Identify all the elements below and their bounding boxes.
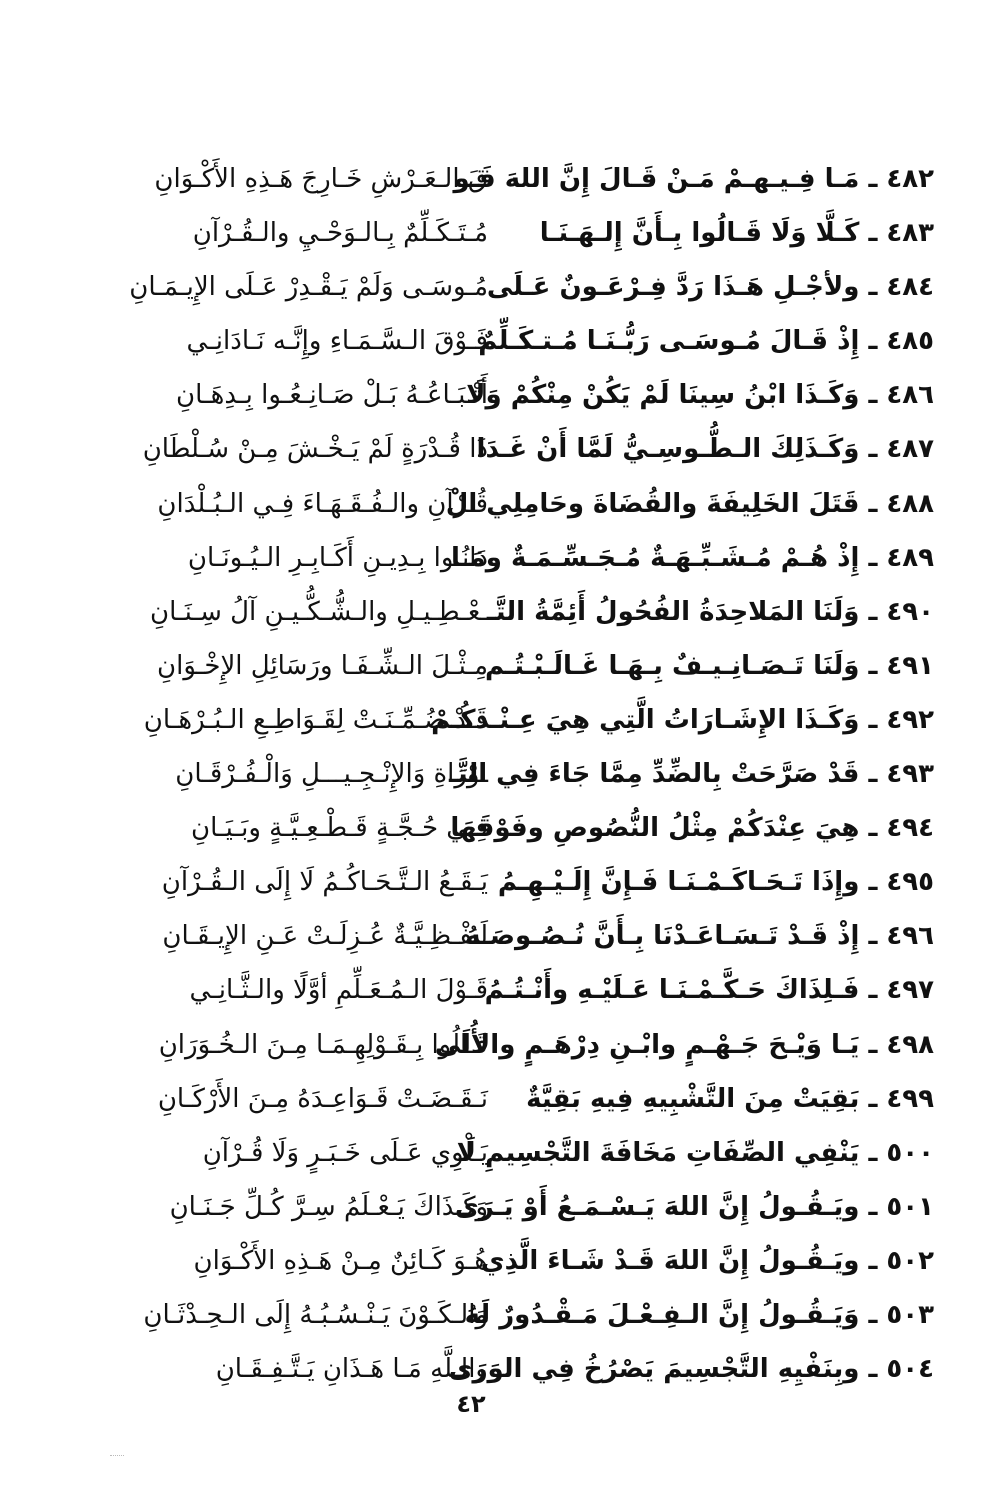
verse-number-separator: ـ: [859, 1191, 887, 1222]
verse-row: [68, 422, 934, 476]
verse-first-hemistich-text: مَـا فِـيـهـمْ مَـنْ قَـالَ إِنَّ اللهَ فَـو: [453, 164, 860, 194]
verse-first-hemistich: [486, 585, 934, 639]
verse-second-hemistich: هُـوَ كَـائِنٌ مِـنْ هَـذِهِ الأَكْـوَانِ: [193, 1245, 488, 1276]
verse-number: ٥٠٣: [886, 1299, 934, 1330]
verse-second-hemistich: قَ الـعَـرْشِ خَـارِجَ هَـذِهِ الأَكْـوَانِ: [154, 164, 488, 194]
verse-first-hemistich: [464, 1288, 934, 1342]
verse-first-hemistich: [486, 260, 934, 314]
verse-first-hemistich-text: إِذْ هُـمْ مُـشَـبِّـهَـةٌ مُـجَـسِّـمَـةٌ ومَـا: [451, 542, 860, 573]
verse-second-hemistich: مُـوسَـى وَلَمْ يَـقْـدِرْ عَـلَى الإِيـمَـانِ: [129, 272, 488, 303]
verse-second-hemistich: يَـقَـعُ الـتَّـحَـاكُـمُ لَا إِلَى الـقُـرْآنِ: [161, 867, 488, 898]
verse-first-hemistich: [502, 1072, 934, 1126]
verse-first-hemistich-text: بَقِيَتْ مِنَ التَّشْبِيهِ فِيهِ بَقِيَّةٌ: [526, 1083, 860, 1114]
verse-first-hemistich: [450, 801, 934, 855]
verse-number: ٥٠٢: [886, 1245, 934, 1276]
verse-first-hemistich-text: يَنْفِي الصِّفَاتِ مَخَافَةَ التَّجْسِيمِ لَا: [456, 1137, 860, 1168]
verse-second-hemistich: مُـتَـكَـلِّمٌ بِـالـوَحْـيِ والـقُـرْآنِ: [192, 218, 488, 249]
verse-row: [68, 801, 934, 855]
verse-number: ٤٩٥: [886, 867, 934, 898]
verse-number: ٤٨٧: [886, 434, 934, 465]
verse-first-hemistich: [434, 1018, 934, 1072]
verse-first-hemistich-text: إِذْ قَـالَ مُـوسَـى رَبُّـنَـا مُـتـكَـلِّمٌ: [478, 326, 860, 357]
verse-row: [68, 477, 934, 531]
verse-first-hemistich-text: وَكَـذَا الإِشَـارَاتُ الَّتِي هِيَ عِـنْـدكُـمْ: [431, 704, 860, 735]
verse-second-hemistich: قُـرْآنِ والـفُـقَـهَـاءَ فِـي الـبُـلْدَانِ: [157, 488, 488, 519]
verse-number: ٤٨٤: [886, 272, 934, 303]
verse-row: [68, 855, 934, 909]
verse-number-separator: ـ: [859, 1083, 887, 1114]
verse-row: [68, 368, 934, 422]
verse-number: ٤٩٠: [886, 596, 934, 627]
verse-second-hemistich: أَتْـبَـاعُـهُ بَـلْ صَـانِـعُـوا بِـدِهَـانِ: [176, 380, 488, 411]
verse-first-hemistich: [502, 206, 934, 260]
verse-second-hemistich: قَـالُوا بِـقَـوْلِهِـمَـا مِـنَ الـخُـوَرَانِ: [158, 1029, 488, 1060]
verse-first-hemistich-text: كَـلَّا وَلَا قَـالُوا بِـأَنَّ إِلـهَـنَـا: [539, 218, 860, 249]
verse-number-separator: ـ: [859, 813, 887, 844]
verse-first-hemistich-text: قَتَلَ الخَلِيفَةَ والقُضَاةَ وحَامِلِي الْ: [445, 488, 860, 519]
verse-first-hemistich-text: وَيَـقُـولُ إِنَّ الـفِـعْـلَ مَـقْـدُورٌ لَهُ: [464, 1299, 860, 1330]
verse-second-hemistich: يَـلْوِي عَـلَى خَـبَـرٍ وَلَا قُـرْآنِ: [202, 1137, 488, 1168]
verse-number-separator: ـ: [859, 326, 887, 357]
verse-number: ٥٠٤: [886, 1354, 934, 1385]
verse-second-hemistich: ذَا قُـدْرَةٍ لَمْ يَـخْـشَ مِـنْ سُـلْطَانِ: [142, 434, 488, 465]
verse-first-hemistich: [484, 963, 934, 1017]
verse-row: [68, 693, 934, 747]
verse-second-hemistich: والـلَّهِ مَـا هَـذَانِ يَـتَّـفِـقَـانِ: [215, 1354, 488, 1385]
verse-row: [68, 963, 934, 1017]
verse-number-separator: ـ: [859, 759, 887, 790]
verse-first-hemistich: [465, 909, 934, 963]
verse-row: [68, 260, 934, 314]
verse-number: ٤٩٣: [886, 759, 934, 790]
verse-number: ٤٩٧: [886, 975, 934, 1006]
verse-row: [68, 1288, 934, 1342]
verse-number-separator: ـ: [859, 1029, 887, 1060]
verse-number-separator: ـ: [859, 542, 887, 573]
verse-first-hemistich: [478, 314, 934, 368]
verse-number-separator: ـ: [859, 975, 887, 1006]
verse-row: [68, 1180, 934, 1234]
verse-first-hemistich-text: إِذْ قَـدْ تَـسَـاعَـدْنَا بِـأَنَّ نُـصُـوصَـهُ: [465, 921, 860, 952]
verse-first-hemistich: [448, 1342, 934, 1396]
verse-row: [68, 1018, 934, 1072]
verse-row: [68, 531, 934, 585]
verse-number-separator: ـ: [859, 867, 887, 898]
verse-second-hemistich: فَـوْقَ الـسَّـمَـاءِ وإِنَّـه نَـادَانِـي: [186, 326, 488, 357]
verse-second-hemistich: ـعْـطِـيـلِ والـشُّـكُّـيـنِ آلُ سِـنَـانِ: [149, 596, 488, 627]
verse-number: ٥٠٠: [886, 1137, 934, 1168]
verse-second-hemistich: نَـقَـضَـتْ قَـوَاعِـدَهُ مِـنَ الأَرْكَـانِ: [157, 1083, 488, 1114]
verse-first-hemistich-text: وإِذَا تَـحَـاكَـمْـنَـا فَـإِنَّ إِلَـيْـهِـمُ: [497, 867, 860, 898]
poem-body: [68, 152, 934, 1396]
verse-first-hemistich: [431, 693, 934, 747]
verse-first-hemistich: [456, 1126, 934, 1180]
verse-first-hemistich: [484, 639, 934, 693]
verse-number-separator: ـ: [859, 596, 887, 627]
verse-number-separator: ـ: [859, 488, 887, 519]
verse-first-hemistich-text: ويَـقُـولُ إِنَّ اللهَ يَـسْـمَـعُ أَوْ يَـرَى: [454, 1191, 860, 1222]
verse-number-separator: ـ: [859, 921, 887, 952]
verse-number-separator: ـ: [859, 1354, 887, 1385]
verse-first-hemistich: [497, 855, 934, 909]
verse-second-hemistich: ـوْرَاةِ وَالإِنْـجِـيـــلِ وَالْـفُـرْقَـانِ: [175, 759, 488, 790]
verse-first-hemistich: [451, 531, 934, 585]
verse-number: ٤٨٨: [886, 488, 934, 519]
verse-row: [68, 314, 934, 368]
verse-second-hemistich: مِـثْـلَ الـشِّـفَـا ورَسَائِلِ الإِخْـوَانِ: [157, 650, 488, 681]
verse-first-hemistich-text: وَكَـذَا ابْنُ سِينَا لَمْ يَكُنْ مِنْكُمْ وَلَا: [466, 380, 860, 411]
verse-number: ٤٨٩: [886, 542, 934, 573]
verse-number: ٤٩٢: [886, 704, 934, 735]
verse-row: [68, 206, 934, 260]
verse-number: ٤٩٨: [886, 1029, 934, 1060]
verse-first-hemistich-text: فَـلِذَاكَ حَـكَّـمْـنَـا عَـلَيْـهِ وأَنْـتُـمُ: [484, 975, 860, 1006]
verse-second-hemistich: دَانُـوا بِـدِيـنِ أَكَـابِـرِ الـيُـونَـانِ: [187, 542, 488, 573]
page-number: ٤٢: [456, 1390, 486, 1418]
verse-number-separator: ـ: [859, 272, 887, 303]
verse-first-hemistich-text: وَلَنَا المَلاحِدَةُ الفُحُولُ أَئِمَّةُ التَّـ: [486, 596, 860, 627]
verse-row: [68, 152, 934, 206]
verse-row: [68, 1126, 934, 1180]
verse-row: [68, 909, 934, 963]
verse-first-hemistich-text: يَـا وَيْـحَ جَـهْـمٍ وابْـنِ دِرْهَـمٍ والأُلَى: [434, 1029, 860, 1060]
verse-number-separator: ـ: [859, 1245, 887, 1276]
verse-number: ٤٩١: [886, 650, 934, 681]
verse-number-separator: ـ: [859, 380, 887, 411]
verse-first-hemistich: [448, 747, 934, 801]
verse-second-hemistich: قَـوْلَ الـمُـعَـلِّمِ أوَّلًا والـثَّـانِـي: [189, 975, 488, 1006]
verse-number-separator: ـ: [859, 1137, 887, 1168]
verse-first-hemistich-text: ولأجْـلِ هَـذَا رَدَّ فِـرْعَـونٌ عَـلَى: [486, 272, 860, 303]
verse-number-separator: ـ: [859, 1299, 887, 1330]
verse-second-hemistich: قَـدْ ضُـمِّـنَـتْ لِقَـوَاطِـعِ الـبُـرْهَـانِ: [143, 704, 488, 735]
verse-number: ٤٨٣: [886, 218, 934, 249]
verse-first-hemistich: [466, 368, 934, 422]
verse-first-hemistich-text: وبِنَفْيِهِ التَّجْسِيمَ يَصْرُخُ فِي الوَرَى: [448, 1354, 860, 1385]
verse-first-hemistich: [476, 422, 934, 476]
verse-number-separator: ـ: [859, 164, 887, 194]
verse-number-separator: ـ: [859, 434, 887, 465]
verse-second-hemistich: وَكَـذَاكَ يَـعْـلَمُ سِـرَّ كُـلِّ جَـنَـانِ: [169, 1191, 488, 1222]
verse-first-hemistich: [454, 1180, 934, 1234]
verse-row: [68, 1234, 934, 1288]
verse-first-hemistich: [453, 152, 934, 206]
verse-row: [68, 585, 934, 639]
verse-second-hemistich: وَالـكَـوْنَ يَـنْـسُـبُـهُ إِلَى الـحِـدْثَـانِ: [143, 1299, 488, 1330]
verse-first-hemistich-text: هِيَ عِنْدَكُمْ مِثْلُ النُّصُوصِ وفَوْقَهَا: [450, 813, 860, 844]
verse-first-hemistich-text: وَكَـذَلِكَ الـطُّـوسِـيُّ لَمَّا أَنْ غَـدَا: [476, 434, 860, 465]
verse-row: [68, 747, 934, 801]
verse-row: [68, 1072, 934, 1126]
verse-number-separator: ـ: [859, 218, 887, 249]
verse-row: [68, 1342, 934, 1396]
verse-first-hemistich: [480, 1234, 934, 1288]
verse-number: ٥٠١: [886, 1191, 934, 1222]
scan-speck: [110, 1455, 124, 1459]
verse-number-separator: ـ: [859, 704, 887, 735]
verse-first-hemistich-text: قَدْ صَرَّحَتْ بِالضِّدِّ مِمَّا جَاءَ فِي التَّـ: [448, 759, 860, 790]
verse-number: ٤٨٥: [886, 326, 934, 357]
verse-number: ٤٩٩: [886, 1083, 934, 1114]
verse-second-hemistich: لَـفْـظِـيَّـةٌ عُـزِلَـتْ عَـنِ الإِيـقَـانِ: [162, 921, 488, 952]
verse-number: ٤٨٢: [886, 164, 934, 194]
verse-number: ٤٨٦: [886, 380, 934, 411]
verse-row: [68, 639, 934, 693]
verse-number: ٤٩٤: [886, 813, 934, 844]
verse-number: ٤٩٦: [886, 921, 934, 952]
verse-first-hemistich-text: ويَـقُـولُ إِنَّ اللهَ قَـدْ شَـاءَ الَّذِي: [480, 1245, 860, 1276]
verse-first-hemistich-text: وَلَنَا تَـصَـانِـيـفٌ بِـهَـا غَـالَـبْـتُـم: [484, 650, 860, 681]
verse-number-separator: ـ: [859, 650, 887, 681]
verse-second-hemistich: فِـي حُـجَّـةٍ قَـطْـعِـيَّـةٍ وبَـيَـانِ: [191, 813, 488, 844]
verse-first-hemistich: [445, 477, 934, 531]
